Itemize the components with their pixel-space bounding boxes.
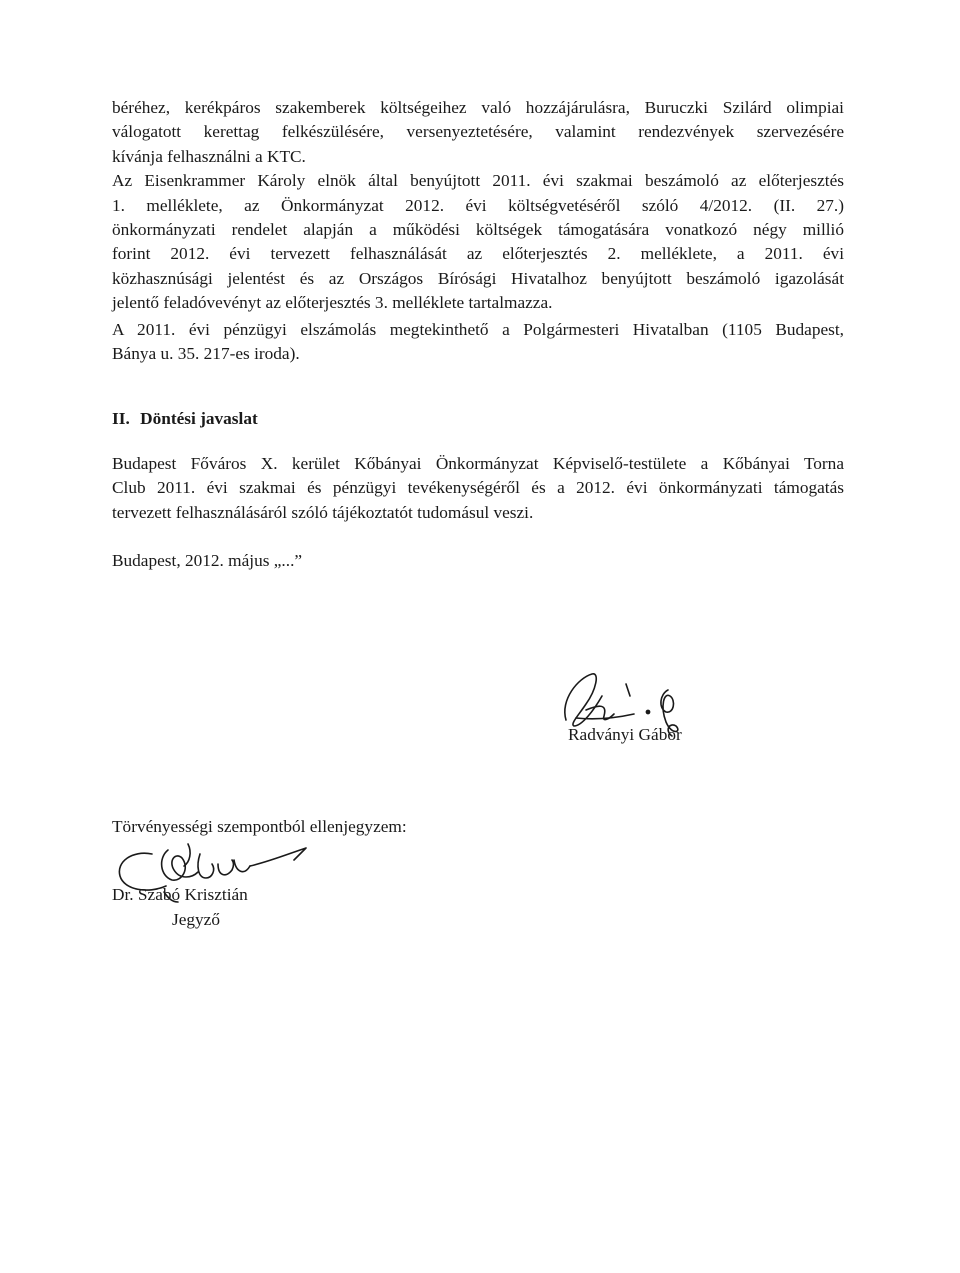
text-line: kívánja felhasználni a KTC. [112,146,306,166]
legal-signatory-name: Dr. Szabó Krisztián [112,885,248,904]
legal-signatory-role: Jegyző [172,910,220,929]
decision-paragraph [112,452,844,525]
text-line: jelentő feladóvevényt az előterjesztés 3. melléklete tartalmazza. [112,293,553,313]
text-line: A 2011. évi pénzügyi elszámolás megtekinthető a Polgármesteri Hivatalban (1105 Budapest, [112,320,844,339]
text-line: Club 2011. évi szakmai és pénzügyi tevékenységéről és a 2012. évi önkormányzati támogatás [112,478,844,498]
text-line: önkormányzati rendelet alapján a működési költségek támogatására vonatkozó négy millió [112,220,844,240]
text-line: Az Eisenkrammer Károly elnök által benyújtott 2011. évi szakmai beszámoló az előterjesztés [112,171,844,191]
text-line: forint 2012. évi tervezett felhasználását az előterjesztés 2. melléklete, a 2011. évi [112,244,844,264]
text-line: 1. melléklete, az Önkormányzat 2012. évi költségvetéséről szóló 4/2012. (II. 27.) [112,195,844,215]
text-line: válogatott kerettag felkészülésére, versenyeztetésére, valamint rendezvények szervezésére [112,122,844,142]
text-line: Bánya u. 35. 217-es iroda). [112,344,300,364]
section-number: II. [112,409,130,428]
text-line: béréhez, kerékpáros szakemberek költségeihez való hozzájárulásra, Buruczki Szilárd olimpiai [112,98,844,117]
signatory-name: Radványi Gábor [568,725,682,744]
top-paragraph [112,96,844,316]
text-line: Budapest Főváros X. kerület Kőbányai Önkormányzat Képviselő-testülete a Kőbányai Torna [112,454,844,473]
date-line [112,549,844,573]
section-heading [112,409,258,429]
text-line: közhasznúsági jelentést és az Országos Bírósági Hivatalhoz benyújtott beszámoló igazolását [112,268,844,288]
accounting-paragraph [112,318,844,367]
text-line: tervezett felhasználásáról szóló tájékoztatót tudomásul veszi. [112,502,534,522]
date-text: Budapest, 2012. május „...” [112,551,303,570]
legal-review-label: Törvényességi szempontból ellenjegyzem: [112,817,407,836]
section-title: Döntési javaslat [140,409,258,428]
